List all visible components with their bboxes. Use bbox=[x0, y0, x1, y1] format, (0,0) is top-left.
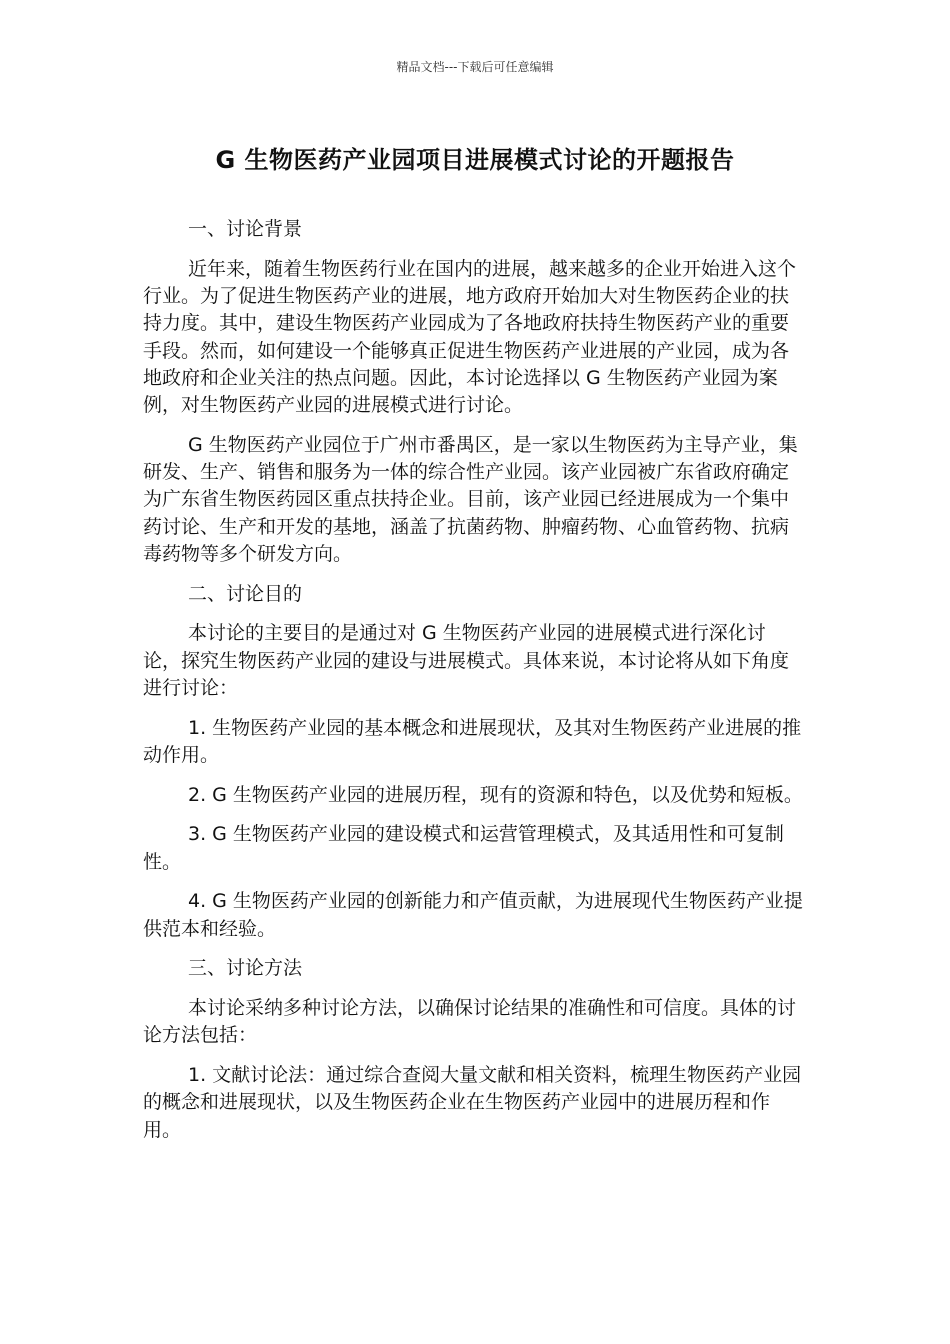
paragraph-purpose: 本讨论的主要目的是通过对 G 生物医药产业园的进展模式进行深化讨论，探究生物医药产业园的建设与进展模式。具体来说，本讨论将从如下角度进行讨论： bbox=[143, 622, 790, 700]
document-body bbox=[143, 216, 803, 1156]
section-heading-method: 三、讨论方法 bbox=[188, 957, 303, 980]
list-item-purpose-1: 1. 生物医药产业园的基本概念和进展现状，及其对生物医药产业进展的推动作用。 bbox=[143, 716, 802, 766]
paragraph-background-1: 近年来，随着生物医药行业在国内的进展，越来越多的企业开始进入这个行业。为了促进生物医药产业的进展，地方政府开始加大对生物医药企业的扶持力度。其中，建设生物医药产业园成为了各地政府扶持生物医药产业的重要手段。然而，如何建设一个能够真正促进生物医药产业进展的产业园，成为各地政府和企业关注的热点问题。因此，本讨论选择以 G 生物医药产业园为案例，对生物医药产业园的进展模式进行讨论。 bbox=[143, 257, 797, 417]
list-item-purpose-4: 4. G 生物医药产业园的创新能力和产值贡献，为进展现代生物医药产业提供范本和经验。 bbox=[143, 890, 803, 940]
paragraph-background-2: G 生物医药产业园位于广州市番禺区，是一家以生物医药为主导产业，集研发、生产、销售和服务为一体的综合性产业园。该产业园被广东省政府确定为广东省生物医药园区重点扶持企业。目前，该产业园已经进展成为一个集中药讨论、生产和开发的基地，涵盖了抗菌药物、肿瘤药物、心血管药物、抗病毒药物等多个研发方向。 bbox=[143, 433, 798, 566]
list-item-purpose-3: 3. G 生物医药产业园的建设模式和运营管理模式，及其适用性和可复制性。 bbox=[143, 823, 784, 873]
header-note: 精品文档---下载后可任意编辑 bbox=[396, 60, 554, 74]
section-heading-background: 一、讨论背景 bbox=[188, 218, 303, 240]
section-heading-purpose: 二、讨论目的 bbox=[188, 582, 303, 605]
document-title: G 生物医药产业园项目进展模式讨论的开题报告 bbox=[215, 146, 735, 174]
list-item-method-1: 1. 文献讨论法：通过综合查阅大量文献和相关资料，梳理生物医药产业园的概念和进展现状，以及生物医药企业在生物医药产业园中的进展历程和作用。 bbox=[143, 1064, 802, 1141]
list-item-purpose-2: 2. G 生物医药产业园的进展历程，现有的资源和特色，以及优势和短板。 bbox=[188, 783, 803, 806]
paragraph-method: 本讨论采纳多种讨论方法，以确保讨论结果的准确性和可信度。具体的讨论方法包括： bbox=[143, 997, 797, 1047]
